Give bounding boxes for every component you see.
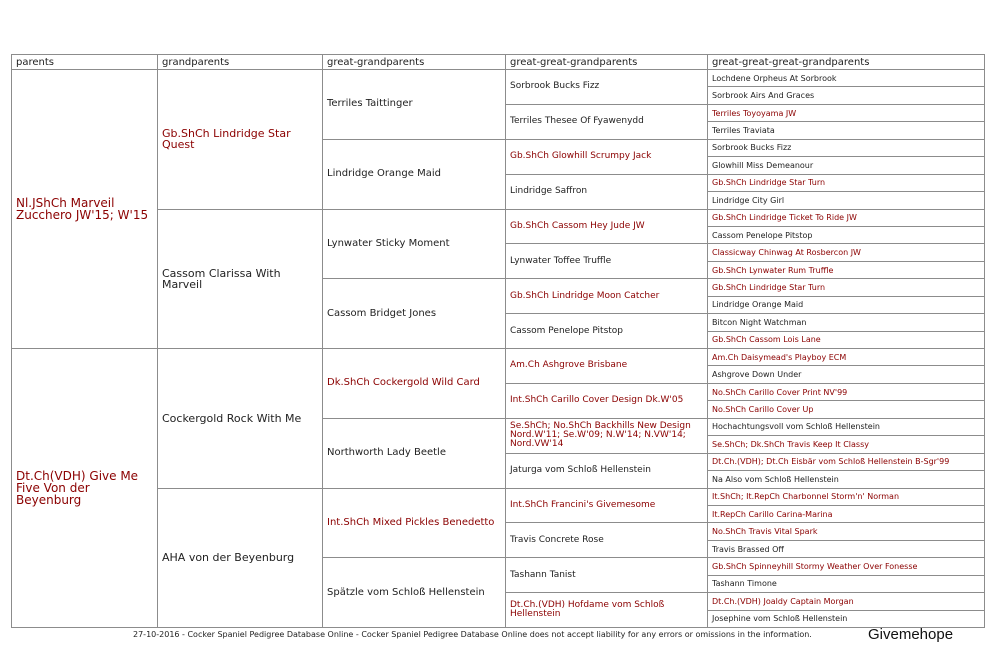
great-great-great-grandparent-name[interactable]: No.ShCh Carillo Cover Up: [712, 405, 814, 415]
great-great-great-grandparent-name[interactable]: Josephine vom Schloß Hellenstein: [712, 614, 848, 624]
parent-name[interactable]: Dt.Ch(VDH) Give Me Five Von der Beyenburg: [16, 469, 139, 507]
great-great-great-grandparent-cell: [708, 471, 985, 488]
great-great-great-grandparent-cell: [708, 453, 985, 470]
pedigree-row: [12, 209, 985, 226]
great-great-great-grandparent-name[interactable]: Lindridge City Girl: [712, 195, 785, 205]
footer-disclaimer: 27-10-2016 - Cocker Spaniel Pedigree Database Online - Cocker Spaniel Pedigree Database Online does not accept liability for any errors or omissions in the information.: [133, 630, 812, 639]
great-great-great-grandparent-name[interactable]: Dt.Ch.(VDH); Dt.Ch Eisbär vom Schloß Hellenstein B-Sgr'99: [712, 457, 950, 467]
great-great-grandparent-name[interactable]: Travis Concrete Rose: [510, 534, 604, 545]
great-great-great-grandparent-name[interactable]: Gb.ShCh Lindridge Star Turn: [712, 178, 826, 188]
great-grandparent-cell: [323, 279, 506, 349]
great-grandparent-name[interactable]: Int.ShCh Mixed Pickles Benedetto: [327, 516, 495, 528]
pedigree-row: [12, 488, 985, 505]
great-great-great-grandparent-cell: [708, 70, 985, 87]
great-great-great-grandparent-name[interactable]: Travis Brassed Off: [712, 544, 784, 554]
footer-brand: Givemehope: [868, 626, 954, 643]
great-great-great-grandparent-name[interactable]: Gb.ShCh Cassom Lois Lane: [712, 335, 821, 345]
great-great-great-grandparent-name[interactable]: Gb.ShCh Lindridge Ticket To Ride JW: [712, 213, 857, 223]
great-great-grandparent-cell: [506, 383, 708, 418]
header-great-great-great-grandparents: great-great-great-grandparents: [708, 55, 985, 70]
pedigree-row: [12, 70, 985, 87]
great-great-great-grandparent-name[interactable]: Lindridge Orange Maid: [712, 300, 804, 310]
great-great-great-grandparent-cell: [708, 331, 985, 348]
great-great-great-grandparent-name[interactable]: Am.Ch Daisymead's Playboy ECM: [712, 352, 847, 362]
parent-name[interactable]: Nl.JShCh Marveil Zucchero JW'15; W'15: [16, 196, 149, 222]
great-great-great-grandparent-name[interactable]: Lochdene Orpheus At Sorbrook: [712, 73, 837, 83]
great-great-grandparent-name[interactable]: Int.ShCh Carillo Cover Design Dk.W'05: [510, 395, 684, 406]
great-great-grandparent-cell: [506, 418, 708, 453]
great-grandparent-cell: [323, 558, 506, 628]
great-great-grandparent-name[interactable]: Tashann Tanist: [510, 569, 576, 580]
great-great-great-grandparent-cell: [708, 122, 985, 139]
great-grandparent-name[interactable]: Terriles Taittinger: [327, 98, 413, 110]
great-great-grandparent-cell: [506, 314, 708, 349]
great-great-great-grandparent-cell: [708, 226, 985, 243]
grandparent-name[interactable]: Gb.ShCh Lindridge Star Quest: [162, 127, 291, 152]
great-great-great-grandparent-cell: [708, 261, 985, 278]
great-great-great-grandparent-cell: [708, 488, 985, 505]
great-great-grandparent-cell: [506, 523, 708, 558]
great-great-great-grandparent-name[interactable]: Sorbrook Bucks Fizz: [712, 143, 792, 153]
great-great-great-grandparent-cell: [708, 279, 985, 296]
great-great-grandparent-name[interactable]: Lindridge Saffron: [510, 186, 588, 197]
great-great-grandparent-name[interactable]: Lynwater Toffee Truffle: [510, 255, 612, 266]
great-grandparent-cell: [323, 209, 506, 279]
great-great-great-grandparent-cell: [708, 401, 985, 418]
pedigree-table: [11, 54, 985, 628]
great-great-grandparent-name[interactable]: Jaturga vom Schloß Hellenstein: [510, 465, 651, 476]
great-great-grandparent-cell: [506, 593, 708, 628]
header-grandparents: grandparents: [158, 55, 323, 70]
great-great-great-grandparent-cell: [708, 192, 985, 209]
great-great-great-grandparent-cell: [708, 610, 985, 627]
great-great-grandparent-name[interactable]: Gb.ShCh Cassom Hey Jude JW: [510, 220, 645, 231]
great-great-great-grandparent-name[interactable]: Ashgrove Down Under: [712, 370, 802, 380]
great-great-grandparent-cell: [506, 209, 708, 244]
great-great-great-grandparent-cell: [708, 558, 985, 575]
great-great-grandparent-cell: [506, 104, 708, 139]
pedigree-body: [12, 70, 985, 628]
great-grandparent-cell: [323, 349, 506, 419]
great-great-grandparent-name[interactable]: Gb.ShCh Lindridge Moon Catcher: [510, 290, 660, 301]
great-great-great-grandparent-cell: [708, 418, 985, 435]
great-great-great-grandparent-name[interactable]: Terriles Toyoyama JW: [712, 108, 797, 118]
great-great-grandparent-cell: [506, 244, 708, 279]
grandparent-cell: [158, 349, 323, 489]
great-great-great-grandparent-name[interactable]: Bitcon Night Watchman: [712, 317, 807, 327]
grandparent-name[interactable]: Cockergold Rock With Me: [162, 411, 302, 425]
great-great-grandparent-name[interactable]: Sorbrook Bucks Fizz: [510, 81, 600, 92]
great-great-great-grandparent-cell: [708, 540, 985, 557]
great-great-great-grandparent-cell: [708, 593, 985, 610]
great-great-grandparent-cell: [506, 70, 708, 105]
great-great-great-grandparent-name[interactable]: Gb.ShCh Lynwater Rum Truffle: [712, 265, 834, 275]
great-great-great-grandparent-cell: [708, 209, 985, 226]
great-great-great-grandparent-name[interactable]: Se.ShCh; Dk.ShCh Travis Keep It Classy: [712, 439, 869, 449]
great-great-grandparent-name[interactable]: Se.ShCh; No.ShCh Backhills New Design Nord.W'11; Se.W'09; N.W'14; N.VW'14; Nord.VW'14: [510, 421, 691, 450]
great-great-great-grandparent-cell: [708, 383, 985, 400]
grandparent-cell: [158, 209, 323, 349]
great-grandparent-name[interactable]: Dk.ShCh Cockergold Wild Card: [327, 377, 480, 389]
great-great-great-grandparent-cell: [708, 139, 985, 156]
great-grandparent-name[interactable]: Spätzle vom Schloß Hellenstein: [327, 586, 485, 598]
great-great-great-grandparent-cell: [708, 523, 985, 540]
header-row: [12, 55, 985, 70]
grandparent-cell: [158, 488, 323, 628]
great-great-great-grandparent-cell: [708, 505, 985, 522]
great-great-great-grandparent-name[interactable]: Gb.ShCh Lindridge Star Turn: [712, 282, 826, 292]
great-great-great-grandparent-cell: [708, 366, 985, 383]
great-great-grandparent-name[interactable]: Int.ShCh Francini's Givemesome: [510, 499, 656, 510]
great-great-grandparent-cell: [506, 174, 708, 209]
great-great-grandparent-name[interactable]: Gb.ShCh Glowhill Scrumpy Jack: [510, 151, 652, 162]
great-great-great-grandparent-name[interactable]: Classicway Chinwag At Rosbercon JW: [712, 248, 861, 258]
great-grandparent-name[interactable]: Lynwater Sticky Moment: [327, 237, 450, 249]
great-great-great-grandparent-name[interactable]: Tashann Timone: [712, 579, 777, 589]
great-great-great-grandparent-name[interactable]: No.ShCh Carillo Cover Print NV'99: [712, 387, 848, 397]
great-great-great-grandparent-name[interactable]: No.ShCh Travis Vital Spark: [712, 527, 818, 537]
grandparent-name[interactable]: AHA von der Beyenburg: [162, 551, 295, 565]
great-great-great-grandparent-name[interactable]: Na Also vom Schloß Hellenstein: [712, 474, 839, 484]
great-grandparent-name[interactable]: Northworth Lady Beetle: [327, 447, 446, 459]
great-great-great-grandparent-cell: [708, 314, 985, 331]
great-great-great-grandparent-name[interactable]: Cassom Penelope Pitstop: [712, 230, 813, 240]
great-great-great-grandparent-name[interactable]: It.RepCh Carillo Carina-Marina: [712, 509, 833, 519]
great-grandparent-cell: [323, 70, 506, 140]
great-great-grandparent-name[interactable]: Cassom Penelope Pitstop: [510, 325, 624, 336]
great-great-grandparent-name[interactable]: Dt.Ch.(VDH) Hofdame vom Schloß Hellenstein: [510, 600, 665, 620]
great-great-great-grandparent-cell: [708, 436, 985, 453]
great-great-grandparent-name[interactable]: Am.Ch Ashgrove Brisbane: [510, 360, 628, 371]
great-great-grandparent-cell: [506, 279, 708, 314]
great-grandparent-name[interactable]: Cassom Bridget Jones: [327, 307, 437, 319]
great-great-great-grandparent-name[interactable]: Sorbrook Airs And Graces: [712, 91, 815, 101]
header-great-grandparents: great-grandparents: [323, 55, 506, 70]
great-great-grandparent-cell: [506, 349, 708, 384]
great-great-grandparent-cell: [506, 488, 708, 523]
great-grandparent-cell: [323, 139, 506, 209]
great-great-grandparent-cell: [506, 139, 708, 174]
great-great-great-grandparent-cell: [708, 349, 985, 366]
great-great-great-grandparent-name[interactable]: It.ShCh; It.RepCh Charbonnel Storm'n' Norman: [712, 492, 900, 502]
great-great-great-grandparent-cell: [708, 296, 985, 313]
parent-cell: [12, 349, 158, 628]
great-great-grandparent-cell: [506, 558, 708, 593]
great-grandparent-cell: [323, 418, 506, 488]
great-great-great-grandparent-name[interactable]: Hochachtungsvoll vom Schloß Hellenstein: [712, 422, 880, 432]
great-grandparent-cell: [323, 488, 506, 558]
parent-cell: [12, 70, 158, 349]
footer: [0, 628, 995, 644]
header-parents: parents: [12, 55, 158, 70]
pedigree-row: [12, 349, 985, 366]
grandparent-name[interactable]: Cassom Clarissa With Marveil: [162, 266, 281, 291]
great-great-great-grandparent-cell: [708, 157, 985, 174]
great-great-great-grandparent-cell: [708, 104, 985, 121]
great-great-great-grandparent-name[interactable]: Terriles Traviata: [712, 126, 775, 136]
great-great-grandparent-cell: [506, 453, 708, 488]
great-great-grandparent-name[interactable]: Terriles Thesee Of Fyawenydd: [510, 116, 644, 127]
great-great-great-grandparent-name[interactable]: Gb.ShCh Spinneyhill Stormy Weather Over Fonesse: [712, 561, 918, 571]
great-great-great-grandparent-cell: [708, 575, 985, 592]
great-great-great-grandparent-name[interactable]: Glowhill Miss Demeanour: [712, 160, 814, 170]
great-great-great-grandparent-cell: [708, 244, 985, 261]
great-great-great-grandparent-name[interactable]: Dt.Ch.(VDH) Joaldy Captain Morgan: [712, 596, 854, 606]
great-great-great-grandparent-cell: [708, 87, 985, 104]
header-great-great-grandparents: great-great-grandparents: [506, 55, 708, 70]
great-great-great-grandparent-cell: [708, 174, 985, 191]
grandparent-cell: [158, 70, 323, 210]
great-grandparent-name[interactable]: Lindridge Orange Maid: [327, 168, 441, 180]
